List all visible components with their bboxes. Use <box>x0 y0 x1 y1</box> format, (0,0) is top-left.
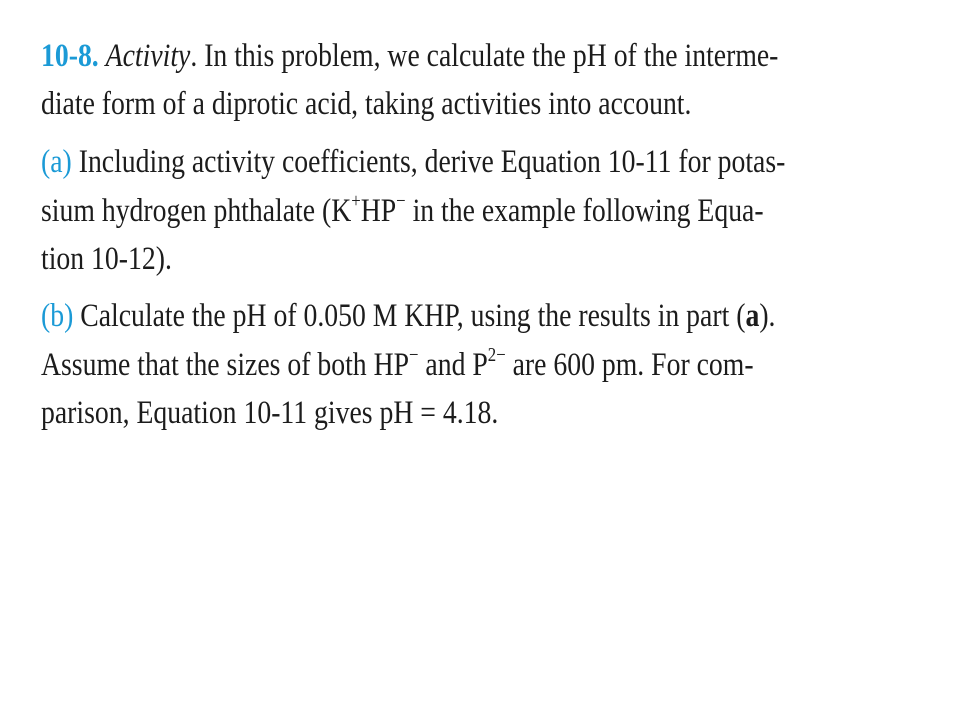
problem-intro-line-2 <box>41 84 691 124</box>
part-b-text-2-mid: and P <box>418 347 488 383</box>
part-a-label: (a) <box>41 144 72 180</box>
hp-charge-superscript-b: − <box>409 344 419 366</box>
part-a-text-2-mid: HP <box>360 193 397 229</box>
problem-number: 10-8. <box>41 38 99 74</box>
problem-intro-line-1 <box>41 36 778 76</box>
problem-intro-text-2: diate form of a diprotic acid, taking activities into account. <box>41 86 692 122</box>
p-charge-superscript: 2− <box>487 344 506 366</box>
part-a-line-2 <box>41 191 764 231</box>
part-a-text-1: Including activity coefficients, derive Equation 10-11 for potas- <box>71 144 786 180</box>
part-b-line-1 <box>41 296 775 336</box>
part-a-reference: a <box>745 298 760 334</box>
part-a-line-3 <box>41 239 172 279</box>
part-b-paren-open: ( <box>736 298 746 334</box>
part-a-line-1 <box>41 142 785 182</box>
part-b-text-2-post: are 600 pm. For com- <box>505 347 754 383</box>
problem-title: Activity <box>105 38 191 74</box>
problem-intro-text: . In this problem, we calculate the pH of the interme- <box>190 38 779 74</box>
part-b-text-1: Calculate the pH of 0.050 M KHP, using the results in part <box>73 298 737 334</box>
hp-charge-superscript: − <box>396 190 406 212</box>
part-a-text-3: tion 10-12). <box>41 241 172 277</box>
part-b-line-3 <box>41 393 498 433</box>
part-a-text-2-post: in the example following Equa- <box>405 193 764 229</box>
part-a-text-2-pre: sium hydrogen phthalate (K <box>41 193 352 229</box>
part-b-text-3: parison, Equation 10-11 gives pH = 4.18. <box>41 395 499 431</box>
potassium-charge-superscript: + <box>351 190 361 212</box>
part-b-line-2 <box>41 345 754 385</box>
part-b-label: (b) <box>41 298 74 334</box>
part-b-text-2-pre: Assume that the sizes of both HP <box>41 347 410 383</box>
part-b-paren-close: ). <box>759 298 776 334</box>
